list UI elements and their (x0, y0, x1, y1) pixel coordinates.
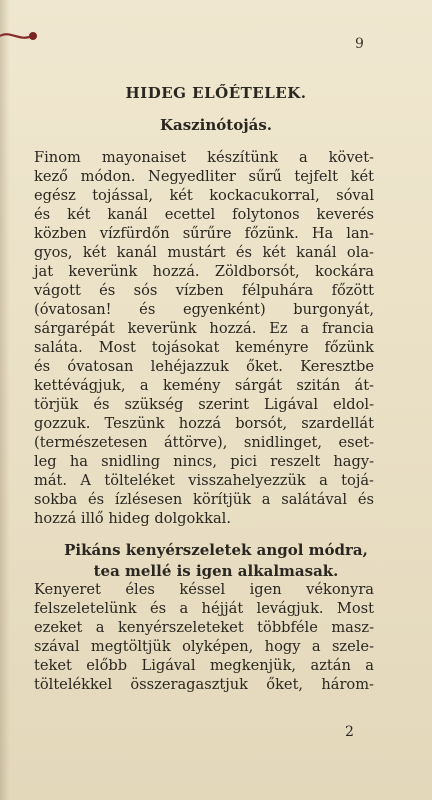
text-line: törjük és szükség szerint Ligával eldol- (34, 396, 374, 413)
text-line: kező módon. Negyedliter sűrű tejfelt két (34, 168, 374, 185)
text-line: felszeletelünk és a héjját levágjuk. Most (34, 600, 374, 617)
text-line: saláta. Most tojásokat keményre főzünk (34, 339, 374, 356)
text-line: és két kanál ecettel folytonos keverés (34, 206, 374, 223)
text-line: sokba és ízlésesen körítjük a salátával és (34, 491, 374, 508)
text-line: (természetesen áttörve), snidlinget, eset- (34, 434, 374, 451)
page-number: 9 (355, 36, 364, 52)
text-line: mát. A tölteléket visszahelyezzük a tojá- (34, 472, 374, 489)
text-line: szával megtöltjük olyképen, hogy a szele- (34, 638, 374, 655)
recipe-title-kaszinotojas: Kaszinótojás. (159, 116, 273, 134)
recipe-body-pikans-kenyerszeletek (34, 580, 374, 694)
text-line: gyos, két kanál mustárt és két kanál ola- (34, 244, 374, 261)
text-line: gozzuk. Teszünk hozzá borsót, szardellát (34, 415, 374, 432)
text-line: (óvatosan! és egyenként) burgonyát, (34, 301, 374, 318)
section-title: HIDEG ELŐÉTELEK. (125, 84, 307, 102)
text-line: leg ha snidling nincs, pici reszelt hagy- (34, 453, 374, 470)
text-line: töltelékkel összeragasztjuk őket, három- (34, 676, 374, 693)
binding-thread-icon (0, 26, 40, 46)
text-line: hozzá illő hideg dolgokkal. (34, 510, 231, 527)
text-line: vágott és sós vízben félpuhára főzött (34, 282, 374, 299)
recipe-title-pikans-kenyerszeletek (0, 540, 432, 582)
text-line: Finom mayonaiset készítünk a követ- (34, 149, 374, 166)
text-line: és óvatosan lehéjazzuk őket. Keresztbe (34, 358, 374, 375)
text-line: sárgarépát keverünk hozzá. Ez a francia (34, 320, 374, 337)
recipe-title-line: tea mellé is igen alkalmasak. (93, 562, 339, 580)
recipe-body-kaszinotojas (34, 148, 374, 528)
recipe-title-line: Pikáns kenyérszeletek angol módra, (64, 541, 368, 559)
text-line: közben vízfürdőn sűrűre főzünk. Ha lan- (34, 225, 374, 242)
text-line: kettévágjuk, a kemény sárgát szitán át- (34, 377, 374, 394)
text-line: jat keverünk hozzá. Zöldborsót, kockára (34, 263, 374, 280)
printer-signature-mark: 2 (345, 724, 354, 740)
text-line: ezeket a kenyérszeleteket többféle masz- (34, 619, 374, 636)
text-line: teket előbb Ligával megkenjük, aztán a (34, 657, 374, 674)
text-line: egész tojással, két kockacukorral, sóval (34, 187, 374, 204)
text-line: Kenyeret éles késsel igen vékonyra (34, 581, 374, 598)
